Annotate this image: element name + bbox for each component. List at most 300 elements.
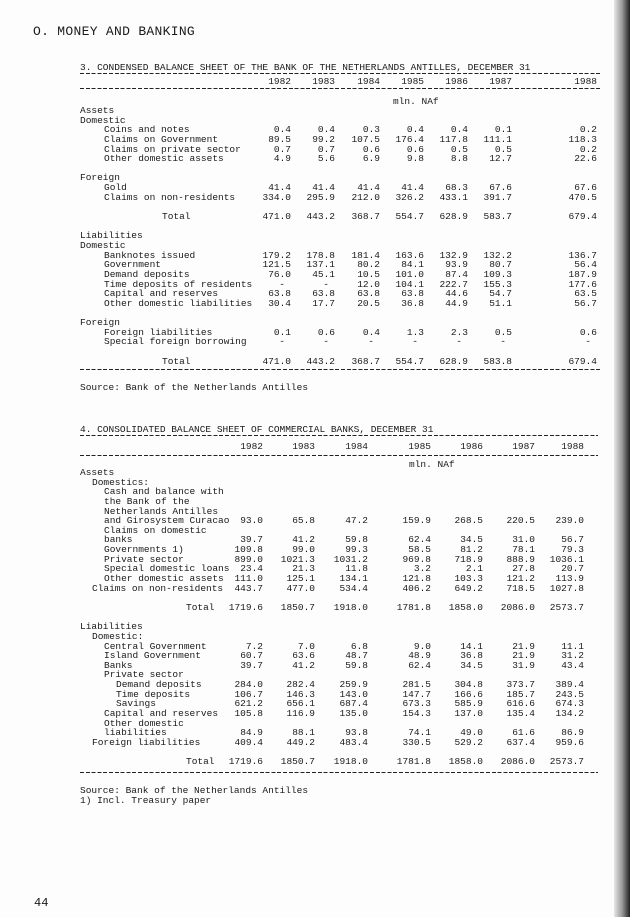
row-label: Total: [162, 355, 191, 367]
cell-1986: 1858.0: [448, 756, 483, 768]
cell-1985: 74.1: [408, 727, 431, 739]
row-label: Island Government: [104, 650, 201, 662]
cell-1982: 39.7: [240, 659, 263, 671]
cell-1984: 534.4: [339, 582, 368, 594]
year-1988: 1988: [561, 441, 584, 452]
row-label: Central Government: [104, 640, 207, 652]
cell-1988: 243.5: [555, 688, 584, 700]
cell-1982: 23.4: [240, 563, 263, 575]
cell-1988: 1036.1: [549, 553, 584, 565]
cell-1983: 63.6: [292, 650, 315, 662]
row-label: Domestics:: [92, 476, 150, 488]
cell-1982: 89.5: [268, 133, 291, 145]
year-1984: 1984: [345, 441, 368, 452]
cell-1986: 2.3: [450, 326, 468, 338]
cell-1982: 121.5: [262, 259, 291, 271]
cell-1983: 41.4: [312, 182, 335, 194]
cell-1986: 529.2: [454, 736, 483, 748]
table-row: [0, 680, 630, 690]
row-label: Liabilities: [80, 230, 143, 242]
table-row: [0, 670, 630, 680]
row-label: Demand deposits: [104, 268, 190, 280]
cell-1984: 59.8: [345, 534, 368, 546]
cell-1983: 116.9: [286, 708, 315, 720]
cell-1985: 41.4: [401, 182, 424, 194]
table-row: [0, 497, 630, 507]
cell-1985: 62.4: [408, 659, 431, 671]
table-row: [0, 632, 630, 642]
row-label: Banks: [104, 659, 133, 671]
row-label: the Bank of the: [104, 495, 190, 507]
cell-1985: 406.2: [402, 582, 431, 594]
table-row: [0, 709, 630, 719]
cell-1983: 0.7: [317, 143, 335, 155]
total-row: [0, 357, 630, 367]
table-row: [0, 478, 630, 488]
cell-1988: 1027.8: [549, 582, 584, 594]
cell-1982: 7.2: [245, 640, 263, 652]
table-row: [0, 719, 630, 729]
cell-1982: 4.9: [273, 153, 291, 165]
cell-1983: 88.1: [292, 727, 315, 739]
cell-1982: -: [279, 336, 285, 348]
cell-1986: 87.4: [445, 268, 468, 280]
cell-1988: 86.9: [561, 727, 584, 739]
cell-1985: 36.8: [401, 297, 424, 309]
cell-1984: 687.4: [339, 698, 368, 710]
source-note: Source: Bank of the Netherlands Antilles: [80, 785, 309, 796]
table-row: [0, 516, 630, 526]
cell-1986: -: [456, 336, 462, 348]
row-label: Gold: [104, 182, 127, 194]
page-number: 44: [34, 896, 49, 910]
cell-1983: 99.0: [292, 544, 315, 556]
cell-1982: 179.2: [262, 249, 291, 261]
cell-1988: 56.4: [574, 259, 597, 271]
table-row: [0, 699, 630, 709]
row-label: Foreign liabilities: [92, 736, 201, 748]
cell-1984: 212.0: [351, 191, 380, 203]
cell-1987: 78.1: [512, 544, 535, 556]
cell-1986: 628.9: [439, 211, 468, 223]
cell-1988: 22.6: [574, 153, 597, 165]
cell-1985: 554.7: [395, 355, 424, 367]
cell-1988: 187.9: [568, 268, 597, 280]
row-label: Total: [186, 601, 215, 613]
cell-1984: 80.2: [357, 259, 380, 271]
table-body: [0, 106, 630, 366]
cell-1985: 104.1: [395, 278, 424, 290]
cell-1986: 81.2: [460, 544, 483, 556]
row-spacer: [0, 748, 630, 758]
row-label: Private sector: [104, 669, 184, 681]
cell-1983: 1850.7: [280, 601, 315, 613]
cell-1988: 43.4: [561, 659, 584, 671]
cell-1986: 585.9: [454, 698, 483, 710]
table-row: [0, 154, 630, 164]
cell-1982: 334.0: [262, 191, 291, 203]
cell-1985: 1781.8: [396, 601, 431, 613]
year-1985: 1985: [408, 441, 431, 452]
cell-1988: 2573.7: [549, 601, 584, 613]
cell-1988: -: [585, 336, 591, 348]
cell-1988: 177.6: [568, 278, 597, 290]
cell-1986: 14.1: [460, 640, 483, 652]
cell-1988: 113.9: [555, 573, 584, 585]
cell-1983: 295.9: [306, 191, 335, 203]
cell-1984: 99.3: [345, 544, 368, 556]
cell-1984: 135.0: [339, 708, 368, 720]
cell-1983: 125.1: [286, 573, 315, 585]
cell-1985: 0.4: [406, 124, 424, 136]
cell-1984: 59.8: [345, 659, 368, 671]
dash-divider: [80, 435, 598, 436]
cell-1988: 31.2: [561, 650, 584, 662]
cell-1987: 121.2: [506, 573, 535, 585]
cell-1984: 107.5: [351, 133, 380, 145]
row-label: Demand deposits: [116, 679, 202, 691]
cell-1987: 583.7: [483, 211, 512, 223]
cell-1982: 109.8: [234, 544, 263, 556]
cell-1987: 51.1: [489, 297, 512, 309]
cell-1982: 105.8: [234, 708, 263, 720]
cell-1987: 132.2: [483, 249, 512, 261]
cell-1985: -: [412, 336, 418, 348]
dash-divider: [80, 369, 600, 370]
row-label: Claims on non-residents: [104, 191, 236, 203]
cell-1987: 2086.0: [500, 601, 535, 613]
cell-1985: 154.3: [402, 708, 431, 720]
cell-1984: 12.0: [357, 278, 380, 290]
cell-1984: 143.0: [339, 688, 368, 700]
cell-1983: 65.8: [292, 515, 315, 527]
year-1982: 1982: [240, 441, 263, 452]
cell-1985: 84.1: [401, 259, 424, 271]
year-1982: 1982: [268, 76, 291, 87]
row-label: Special domestic loans: [104, 563, 230, 575]
total-row: [0, 757, 630, 767]
cell-1983: 99.2: [312, 133, 335, 145]
cell-1986: 44.6: [445, 288, 468, 300]
row-label: Liabilities: [80, 621, 143, 633]
cell-1982: 409.4: [234, 736, 263, 748]
row-label: Claims on non-residents: [92, 582, 224, 594]
cell-1986: 166.6: [454, 688, 483, 700]
row-label: Foreign liabilities: [104, 326, 213, 338]
row-label: Cash and balance with: [104, 486, 224, 498]
source-note: Source: Bank of the Netherlands Antilles: [80, 382, 309, 393]
cell-1984: 1918.0: [333, 601, 368, 613]
cell-1987: 21.9: [512, 650, 535, 662]
cell-1983: 656.1: [286, 698, 315, 710]
row-label: Assets: [80, 467, 115, 478]
cell-1985: 554.7: [395, 211, 424, 223]
cell-1983: 45.1: [312, 268, 335, 280]
table-row: [0, 690, 630, 700]
table-row: [0, 661, 630, 671]
year-1987: 1987: [512, 441, 535, 452]
year-1983: 1983: [292, 441, 315, 452]
cell-1983: 7.0: [297, 640, 315, 652]
cell-1984: 368.7: [351, 211, 380, 223]
row-label: Private sector: [104, 553, 184, 565]
row-label: Netherlands Antilles: [104, 505, 219, 517]
cell-1987: 2086.0: [500, 756, 535, 768]
table-title: 4. CONSOLIDATED BALANCE SHEET OF COMMERCIAL BANKS, DECEMBER 31: [80, 424, 434, 435]
cell-1984: 6.8: [350, 640, 368, 652]
cell-1987: 583.8: [483, 355, 512, 367]
cell-1986: 649.2: [454, 582, 483, 594]
cell-1982: 84.9: [240, 727, 263, 739]
cell-1987: 0.1: [494, 124, 512, 136]
cell-1985: 1781.8: [396, 756, 431, 768]
row-label: Other domestic assets: [104, 573, 224, 585]
cell-1985: 159.9: [402, 515, 431, 527]
cell-1987: 637.4: [506, 736, 535, 748]
row-label: Government: [104, 259, 162, 271]
dash-divider: [80, 73, 600, 74]
cell-1988: 959.6: [555, 736, 584, 748]
cell-1986: 718.9: [454, 553, 483, 565]
cell-1987: 135.4: [506, 708, 535, 720]
cell-1984: 134.1: [339, 573, 368, 585]
year-1986: 1986: [445, 76, 468, 87]
row-label: Coins and notes: [104, 124, 190, 136]
cell-1986: 49.0: [460, 727, 483, 739]
cell-1985: 121.8: [402, 573, 431, 585]
cell-1987: 31.9: [512, 659, 535, 671]
cell-1988: 56.7: [574, 297, 597, 309]
cell-1988: 20.7: [561, 563, 584, 575]
cell-1986: 8.8: [450, 153, 468, 165]
year-header: [0, 441, 630, 451]
cell-1987: 111.1: [483, 133, 512, 145]
cell-1988: 67.6: [574, 182, 597, 194]
cell-1983: 21.3: [292, 563, 315, 575]
cell-1985: 63.8: [401, 288, 424, 300]
cell-1988: 136.7: [568, 249, 597, 261]
cell-1985: 281.5: [402, 679, 431, 691]
cell-1982: 284.0: [234, 679, 263, 691]
cell-1982: 63.8: [268, 288, 291, 300]
cell-1988: 11.1: [561, 640, 584, 652]
row-label: Capital and reserves: [104, 288, 219, 300]
table-row: [0, 507, 630, 517]
cell-1983: 0.6: [317, 326, 335, 338]
row-label: Governments 1): [104, 544, 184, 556]
cell-1983: 146.3: [286, 688, 315, 700]
cell-1984: 47.2: [345, 515, 368, 527]
cell-1988: 118.3: [568, 133, 597, 145]
cell-1985: 1.3: [406, 326, 424, 338]
row-label: liabilities: [104, 727, 167, 739]
cell-1987: 54.7: [489, 288, 512, 300]
cell-1986: 93.9: [445, 259, 468, 271]
table-row: [0, 555, 630, 565]
cell-1985: 9.0: [413, 640, 431, 652]
cell-1983: 137.1: [306, 259, 335, 271]
row-label: and Girosystem Curacao: [104, 515, 230, 527]
chapter-heading: O. MONEY AND BANKING: [33, 24, 196, 39]
cell-1988: 679.4: [568, 355, 597, 367]
cell-1982: 0.4: [273, 124, 291, 136]
cell-1987: 888.9: [506, 553, 535, 565]
table-row: [0, 738, 630, 748]
table-title: 3. CONDENSED BALANCE SHEET OF THE BANK OF THE NETHERLANDS ANTILLES, DECEMBER 31: [80, 62, 531, 73]
cell-1987: 80.7: [489, 259, 512, 271]
cell-1984: 368.7: [351, 355, 380, 367]
cell-1987: 67.6: [489, 182, 512, 194]
cell-1982: 76.0: [268, 268, 291, 280]
table-row: [0, 116, 630, 126]
cell-1987: 373.7: [506, 679, 535, 691]
cell-1982: 621.2: [234, 698, 263, 710]
cell-1987: 185.7: [506, 688, 535, 700]
cell-1985: 326.2: [395, 191, 424, 203]
row-label: Time deposits: [116, 688, 191, 700]
table-body: [0, 468, 630, 767]
cell-1983: 5.6: [317, 153, 335, 165]
cell-1985: 147.7: [402, 688, 431, 700]
cell-1983: 282.4: [286, 679, 315, 691]
cell-1988: 63.5: [574, 288, 597, 300]
cell-1984: 48.7: [345, 650, 368, 662]
cell-1985: 176.4: [395, 133, 424, 145]
cell-1984: 0.3: [362, 124, 380, 136]
row-label: Other domestic: [104, 717, 184, 729]
cell-1983: 1850.7: [280, 756, 315, 768]
row-label: Time deposits of residents: [104, 278, 253, 290]
row-label: Banknotes issued: [104, 249, 196, 261]
cell-1982: 106.7: [234, 688, 263, 700]
year-1986: 1986: [460, 441, 483, 452]
cell-1985: 62.4: [408, 534, 431, 546]
cell-1983: 443.2: [306, 211, 335, 223]
cell-1988: 0.6: [579, 326, 597, 338]
year-1985: 1985: [401, 76, 424, 87]
cell-1987: 61.6: [512, 727, 535, 739]
cell-1984: 93.8: [345, 727, 368, 739]
cell-1984: 0.4: [362, 326, 380, 338]
dash-divider: [80, 772, 598, 773]
row-label: Other domestic assets: [104, 153, 224, 165]
table-row: [0, 526, 630, 536]
cell-1986: 0.4: [450, 124, 468, 136]
cell-1986: 304.8: [454, 679, 483, 691]
cell-1986: 222.7: [439, 278, 468, 290]
cell-1984: 20.5: [357, 297, 380, 309]
cell-1985: 58.5: [408, 544, 431, 556]
cell-1984: 0.6: [362, 143, 380, 155]
cell-1982: 1719.6: [228, 601, 263, 613]
cell-1986: 0.5: [450, 143, 468, 155]
cell-1988: 79.3: [561, 544, 584, 556]
cell-1984: 1031.2: [333, 553, 368, 565]
cell-1982: -: [279, 278, 285, 290]
row-label: Savings: [116, 698, 156, 710]
cell-1985: 330.5: [402, 736, 431, 748]
total-row: [0, 603, 630, 613]
unit-label: mln. NAf: [393, 96, 439, 107]
row-label: Capital and reserves: [104, 708, 219, 720]
footnote: 1) Incl. Treasury paper: [80, 795, 212, 806]
cell-1986: 132.9: [439, 249, 468, 261]
unit-label: mln. NAf: [409, 459, 455, 470]
dash-divider: [80, 88, 600, 89]
cell-1988: 389.4: [555, 679, 584, 691]
table-row: [0, 193, 630, 203]
cell-1983: 63.8: [312, 288, 335, 300]
cell-1983: 443.2: [306, 355, 335, 367]
cell-1987: 31.0: [512, 534, 535, 546]
cell-1983: 41.2: [292, 659, 315, 671]
cell-1986: 433.1: [439, 191, 468, 203]
cell-1988: 679.4: [568, 211, 597, 223]
cell-1983: 1021.3: [280, 553, 315, 565]
row-label: Domestic: [80, 239, 126, 251]
cell-1982: 1719.6: [228, 756, 263, 768]
cell-1986: 137.0: [454, 708, 483, 720]
cell-1986: 2.1: [465, 563, 483, 575]
cell-1985: 0.6: [406, 143, 424, 155]
table-row: [0, 642, 630, 652]
cell-1984: 6.9: [362, 153, 380, 165]
cell-1982: 899.0: [234, 553, 263, 565]
row-label: Assets: [80, 105, 115, 116]
cell-1986: 628.9: [439, 355, 468, 367]
cell-1986: 34.5: [460, 659, 483, 671]
cell-1987: 616.6: [506, 698, 535, 710]
cell-1982: 41.4: [268, 182, 291, 194]
cell-1982: 93.0: [240, 515, 263, 527]
table-row: [0, 535, 630, 545]
cell-1986: 103.3: [454, 573, 483, 585]
cell-1986: 1858.0: [448, 601, 483, 613]
row-label: Claims on private sector: [104, 143, 241, 155]
year-1987: 1987: [489, 76, 512, 87]
table-row: [0, 564, 630, 574]
row-label: Foreign: [80, 317, 120, 329]
table-row: [0, 145, 630, 155]
table-row: [0, 135, 630, 145]
row-label: Claims on domestic: [104, 524, 207, 536]
cell-1988: 56.7: [561, 534, 584, 546]
cell-1987: -: [500, 336, 506, 348]
row-label: banks: [104, 534, 133, 546]
cell-1986: 268.5: [454, 515, 483, 527]
row-label: Total: [162, 211, 191, 223]
table-row: [0, 487, 630, 497]
cell-1987: 27.8: [512, 563, 535, 575]
cell-1988: 134.2: [555, 708, 584, 720]
table-row: [0, 299, 630, 309]
cell-1986: 117.8: [439, 133, 468, 145]
row-label: Claims on Government: [104, 133, 219, 145]
dash-divider: [80, 455, 598, 456]
table-row: [0, 651, 630, 661]
cell-1984: 41.4: [357, 182, 380, 194]
cell-1987: 0.5: [494, 326, 512, 338]
cell-1988: 0.2: [579, 124, 597, 136]
row-label: Foreign: [80, 172, 120, 184]
cell-1985: 673.3: [402, 698, 431, 710]
cell-1987: 109.3: [483, 268, 512, 280]
cell-1983: -: [323, 336, 329, 348]
table-row: [0, 584, 630, 594]
row-label: Other domestic liabilities: [104, 297, 253, 309]
cell-1988: 0.2: [579, 143, 597, 155]
cell-1986: 44.9: [445, 297, 468, 309]
